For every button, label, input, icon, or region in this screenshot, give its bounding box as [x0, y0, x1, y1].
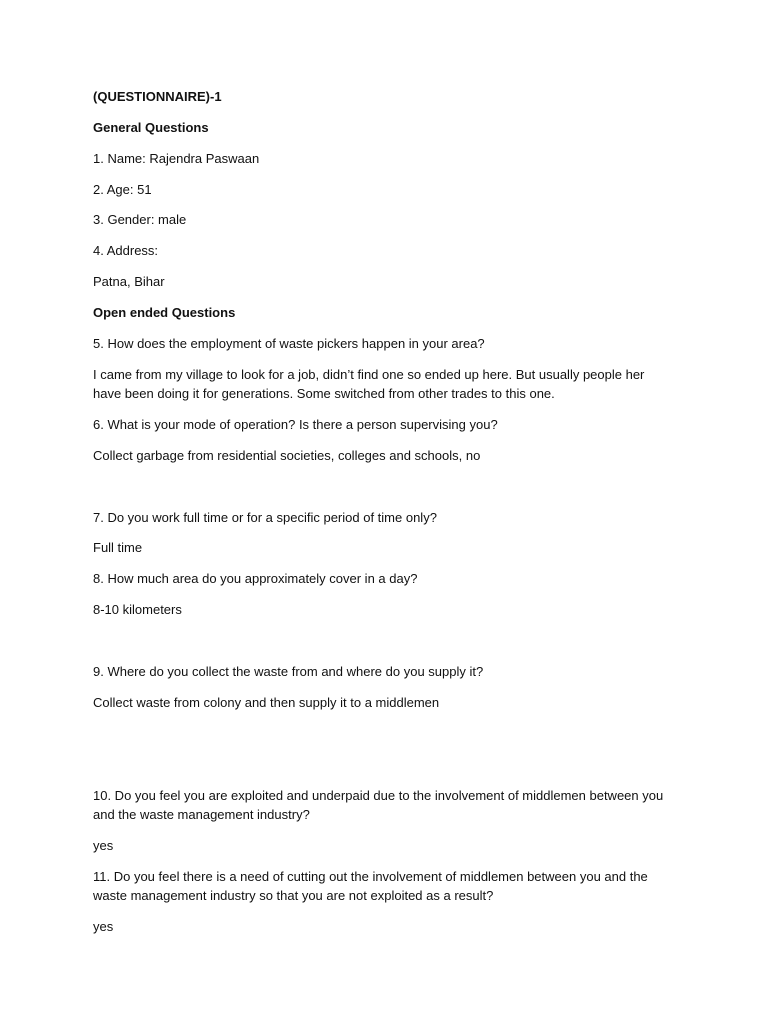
question-9: 9. Where do you collect the waste from and where do you supply it?: [93, 664, 484, 679]
question-6: 6. What is your mode of operation? Is there a person supervising you?: [93, 417, 498, 432]
question-10-line-2: and the waste management industry?: [93, 807, 310, 822]
question-7: 7. Do you work full time or for a specific period of time only?: [93, 510, 437, 525]
answer-5-line-1: I came from my village to look for a job, didn’t find one so ended up here. But usually people her: [93, 367, 645, 382]
question-gender: 3. Gender: male: [93, 212, 187, 227]
answer-8: 8-10 kilometers: [93, 602, 182, 617]
question-5: 5. How does the employment of waste pickers happen in your area?: [93, 336, 485, 351]
question-age: 2. Age: 51: [93, 182, 152, 197]
question-address: 4. Address:: [93, 243, 159, 258]
answer-10: yes: [93, 838, 114, 853]
question-10-line-1: 10. Do you feel you are exploited and underpaid due to the involvement of middlemen between you: [93, 788, 664, 803]
question-11-line-1: 11. Do you feel there is a need of cutting out the involvement of middlemen between you and the: [93, 869, 648, 884]
answer-5-line-2: have been doing it for generations. Some switched from other trades to this one.: [93, 386, 555, 401]
document-title: (QUESTIONNAIRE)-1: [93, 89, 222, 104]
answer-9: Collect waste from colony and then supply it to a middlemen: [93, 695, 440, 710]
question-11-line-2: waste management industry so that you are not exploited as a result?: [93, 888, 494, 903]
answer-7: Full time: [93, 540, 143, 555]
question-name: 1. Name: Rajendra Paswaan: [93, 151, 260, 166]
question-8: 8. How much area do you approximately cover in a day?: [93, 571, 418, 586]
section-heading-general: General Questions: [93, 120, 209, 135]
answer-address: Patna, Bihar: [93, 274, 165, 289]
answer-6: Collect garbage from residential societies, colleges and schools, no: [93, 448, 481, 463]
section-heading-open-ended: Open ended Questions: [93, 305, 236, 320]
answer-11: yes: [93, 919, 114, 934]
